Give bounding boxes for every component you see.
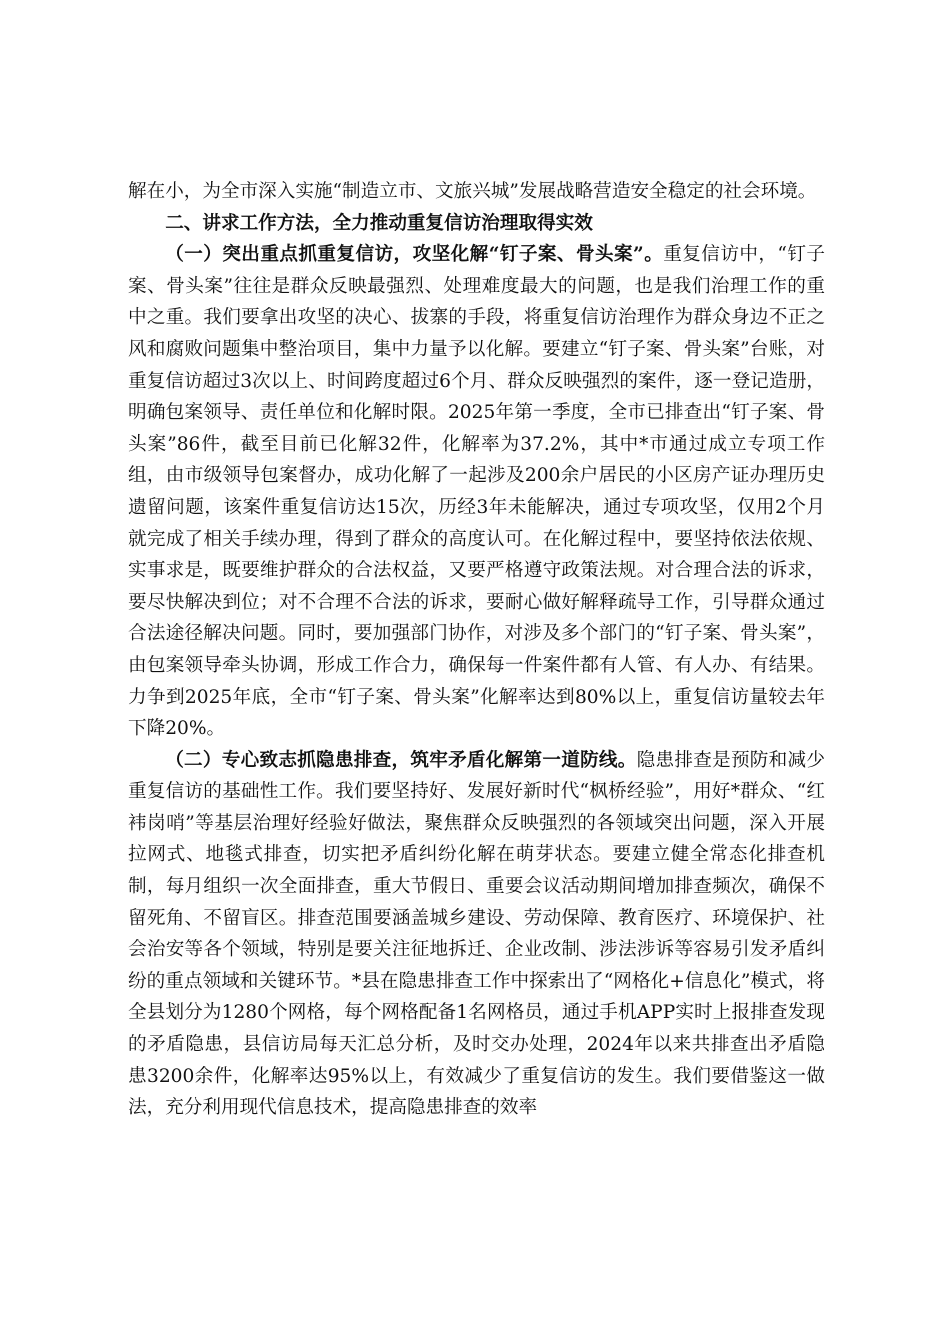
item-1-body: 重复信访中，“钉子案、骨头案”往往是群众反映最强烈、处理难度最大的问题，也是我们治理工作的重中之重。我们要拿出攻坚的决心、拔寨的手段，将重复信访治理作为群众身边不正之风和腐败问题集中整治项目，集中力量予以化解。要建立“钉子案、骨头案”台账，对重复信访超过3次以上、时间跨度超过6个月、群众反映强烈的案件，逐一登记造册，明确包案领导、责任单位和化解时限。2025年第一季度，全市已排查出“钉子案、骨头案”86件，截至目前已化解32件，化解率为37.2%，其中*市通过成立专项工作组，由市级领导包案督办，成功化解了一起涉及200余户居民的小区房产证办理历史遗留问题，该案件重复信访达15次，历经3年未能解决，通过专项攻坚，仅用2个月就完成了相关手续办理，得到了群众的高度认可。在化解过程中，要坚持依法依规、实事求是，既要维护群众的合法权益，又要严格遵守政策法规。对合理合法的诉求，要尽快解决到位；对不合理不合法的诉求，要耐心做好解释疏导工作，引导群众通过合法途径解决问题。同时，要加强部门协作，对涉及多个部门的“钉子案、骨头案”，由包案领导牵头协调，形成工作合力，确保每一件案件都有人管、有人办、有结果。力争到2025年底，全市“钉子案、骨头案”化解率达到80%以上，重复信访量较去年下降20%。: [128, 244, 825, 740]
item-2-lead: （二）专心致志抓隐患排查，筑牢矛盾化解第一道防线。: [165, 749, 637, 771]
item-2-body: 隐患排查是预防和减少重复信访的基础性工作。我们要坚持好、发展好新时代“枫桥经验”，用好*群众、“红袆岗哨”等基层治理好经验好做法，聚焦群众反映强烈的各领域突出问题，深入开展拉网式、地毯式排查，切实把矛盾纠纷化解在萌芽状态。要建立健全常态化排查机制，每月组织一次全面排查，重大节假日、重要会议活动期间增加排查频次，确保不留死角、不留盲区。排查范围要涵盖城乡建设、劳动保障、教育医疗、环境保护、社会治安等各个领域，特别是要关注征地拆迁、企业改制、涉法涉诉等容易引发矛盾纠纷的重点领域和关键环节。*县在隐患排查工作中探索出了“网格化+信息化”模式，将全县划分为1280个网格，每个网格配备1名网格员，通过手机APP实时上报排查发现的矛盾隐患，县信访局每天汇总分析，及时交办处理，2024年以来共排查出矛盾隐患3200余件，化解率达95%以上，有效减少了重复信访的发生。我们要借鉴这一做法，充分利用现代信息技术，提高隐患排查的效率: [128, 749, 825, 1119]
section-heading: 二、讲求工作方法，全力推动重复信访治理取得实效: [165, 212, 593, 234]
item-1-lead: （一）突出重点抓重复信访，攻坚化解“钉子案、骨头案”。: [165, 244, 664, 266]
item-1-paragraph: [128, 239, 825, 745]
item-2-paragraph: [128, 745, 825, 1124]
intro-paragraph-tail: 解在小，为全市深入实施“制造立市、文旅兴城”发展战略营造安全稳定的社会环境。: [128, 181, 817, 202]
document-body: [128, 176, 825, 1124]
